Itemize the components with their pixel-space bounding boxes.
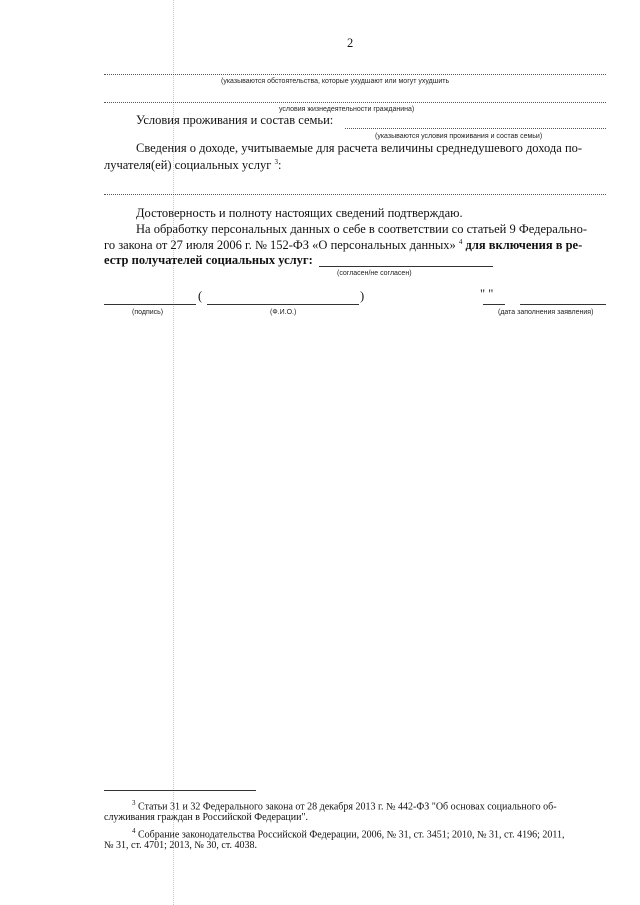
fio-caption: (Ф.И.О.) [270,309,297,316]
income-text-line-1: Сведения о доходе, учитываемые для расчета величины среднедушевого дохода по- [136,141,583,155]
living-conditions-label: Условия проживания и состав семьи: [136,113,334,127]
footnote-3-text: Статьи 31 и 32 Федерального закона от 28 декабря 2013 г. № 442-ФЗ "Об основах социального об- [138,801,557,813]
date-day-field[interactable] [483,304,505,305]
consent-law-text: го закона от 27 июля 2006 г. № 152-ФЗ «О персональных данных» [104,238,456,253]
fold-line [173,0,174,905]
date-caption: (дата заполнения заявления) [498,309,594,316]
life-conditions-caption: условия жизнедеятельности гражданина) [279,106,415,113]
reliability-statement: Достоверность и полноту настоящих сведений подтверждаю. [136,206,463,220]
footnote-4-line-1 [132,827,565,840]
page-number: 2 [347,36,354,50]
signature-field[interactable] [104,304,196,305]
signature-caption: (подпись) [132,309,164,316]
consent-line-1: На обработку персональных данных о себе в соответствии со статьей 9 Федерально- [136,222,587,236]
footnote-4-text: Собрание законодательства Российской Федерации, 2006, № 31, ст. 3451; 2010, № 31, ст. 4196; 2011, [138,829,565,841]
living-conditions-caption: (указываются условия проживания и состав семьи) [375,133,543,140]
consent-field[interactable] [319,266,493,267]
fio-open-paren: ( [198,289,203,303]
consent-caption: (согласен/не согласен) [337,270,412,277]
consent-line-2 [104,238,582,253]
fio-close-paren: ) [360,289,365,303]
income-text-line-2 [104,158,281,173]
circumstances-caption: (указываются обстоятельства, которые ухудшают или могут ухудшить [221,78,450,85]
footnote-ref-4: 4 [458,238,463,246]
footnote-3-line-2: служивания граждан в Российской Федерации". [104,812,309,823]
footnote-separator [104,790,256,791]
consent-bold-text: для включения в ре- [465,238,583,253]
footnote-4-line-2: № 31, ст. 4701; 2013, № 30, ст. 4038. [104,840,257,851]
living-conditions-field[interactable] [345,128,606,129]
consent-line-3: естр получателей социальных услуг: [104,253,313,267]
footnote-4-number: 4 [132,827,136,835]
fio-field[interactable] [207,304,359,305]
date-month-year-field[interactable] [520,304,606,305]
footnote-3-number: 3 [132,799,136,807]
income-field-line[interactable] [104,194,606,195]
circumstances-line-2 [104,102,606,103]
footnote-ref-3: 3 [274,158,278,166]
footnote-3-line-1 [132,799,557,812]
income-text: лучателя(ей) социальных услуг [104,158,272,173]
income-colon: : [277,158,282,173]
date-quotes: " " [480,287,494,301]
circumstances-line-1 [104,74,606,75]
